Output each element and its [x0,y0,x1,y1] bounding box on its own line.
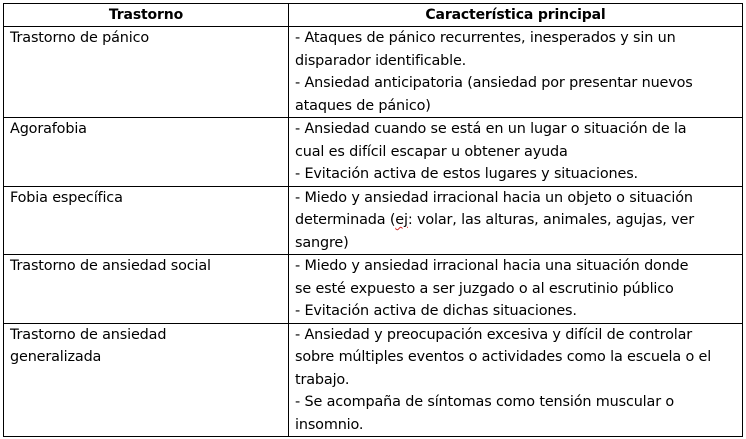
disorder-name: Fobia específica [10,189,123,206]
disorder-name: generalizada [10,349,102,365]
characteristic-cell [289,323,743,437]
characteristic-line: sangre) [295,234,349,251]
characteristic-line: disparador identificable. [295,52,467,69]
characteristic-line: ataques de pánico) [295,97,431,114]
disorder-cell [4,255,289,324]
table-row [4,323,743,437]
disorder-cell [4,27,289,118]
disorder-name: Trastorno de pánico [10,30,150,46]
disorder-cell [4,323,289,437]
characteristic-line: sobre múltiples eventos o actividades como la escuela o el [295,349,712,365]
characteristic-line: - Evitación activa de estos lugares y situaciones. [295,166,638,182]
characteristic-line: - Miedo y ansiedad irracional hacia una situación donde [295,258,689,274]
table-row [4,186,743,255]
characteristic-cell [289,255,743,324]
text-fragment: : volar, las alturas, animales, agujas, ver [407,212,694,228]
characteristic-line: insomnio. [295,416,364,433]
text-fragment: determinada ( [295,212,396,228]
table-row [4,27,743,118]
disorder-name: Trastorno de ansiedad [10,326,167,343]
characteristic-line: cual es difícil escapar u obtener ayuda [295,143,568,160]
characteristic-line: - Ansiedad cuando se está en un lugar o situación de la [295,121,687,137]
characteristic-cell [289,118,743,187]
header-row [4,4,743,27]
table-row [4,118,743,187]
characteristic-line: trabajo. [295,371,350,388]
characteristic-line: - Miedo y ansiedad irracional hacia un objeto o situación [295,189,693,206]
spellcheck-flagged-word[interactable]: ej [395,212,408,228]
characteristic-line: - Ansiedad anticipatoria (ansiedad por presentar nuevos [295,75,693,91]
header-disorder: Trastorno [4,4,289,27]
characteristic-line: - Ansiedad y preocupación excesiva y difícil de controlar [295,326,693,343]
characteristic-cell [289,186,743,255]
disorder-cell [4,118,289,187]
disorder-cell [4,186,289,255]
characteristic-line: - Se acompaña de síntomas como tensión muscular o [295,394,675,410]
characteristic-line: se esté expuesto a ser juzgado o al escrutinio público [295,280,674,297]
header-main-characteristic: Característica principal [289,4,743,27]
disorder-name: Trastorno de ansiedad social [10,258,211,274]
disorder-name: Agorafobia [10,121,87,137]
characteristic-line: - Ataques de pánico recurrentes, inesperados y sin un [295,30,676,46]
characteristic-line [295,209,736,232]
characteristic-line: - Evitación activa de dichas situaciones. [295,303,577,319]
table-row [4,255,743,324]
disorders-table [3,3,743,437]
characteristic-cell [289,27,743,118]
